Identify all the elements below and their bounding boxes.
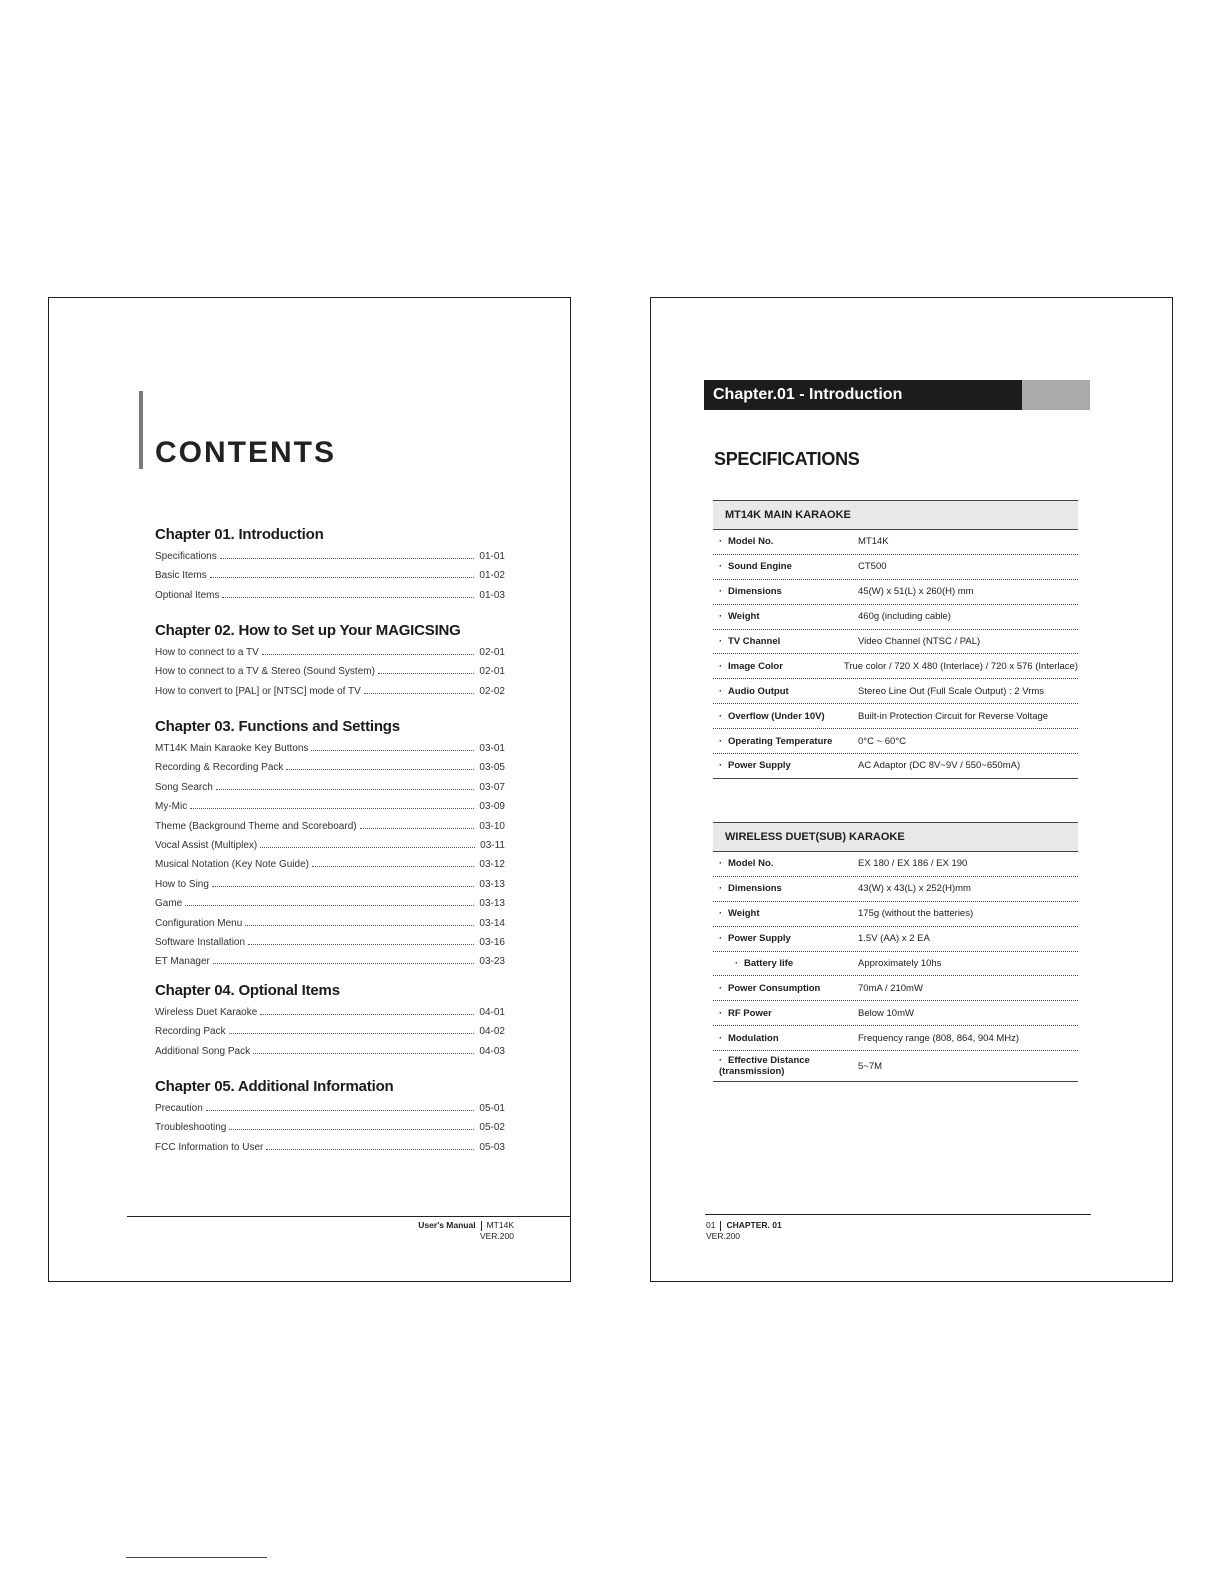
bullet-icon: · [719,982,723,994]
bullet-icon: · [719,933,723,945]
toc-chapter-heading: Chapter 04. Optional Items [155,982,340,999]
spec-key-cell [713,958,858,969]
toc-chapter-heading: Chapter 05. Additional Information [155,1078,394,1095]
spec-row [713,1026,1078,1051]
toc-entry[interactable] [155,682,505,701]
toc-entry[interactable] [155,1003,505,1022]
toc-page-number: 02-01 [479,666,505,678]
toc-leader-dots [210,577,475,578]
spec-key: Dimensions [728,883,782,895]
title-accent-bar [139,391,143,469]
bullet-icon: · [719,735,723,747]
toc-entry-label: Configuration Menu [155,917,243,929]
spec-row [713,877,1078,902]
contents-page [48,297,571,1282]
toc-page-number: 03-12 [479,859,505,871]
toc-leader-dots [360,828,475,829]
bullet-icon: · [719,536,723,548]
spec-key-cell [713,661,844,672]
spec-key: Model No. [728,858,774,870]
toc-entry-label: Recording & Recording Pack [155,762,284,774]
spec-key-cell [713,561,858,572]
bullet-icon: · [719,1055,723,1067]
spec-row [713,580,1078,605]
footer-version: VER.200 [479,1230,514,1241]
bullet-icon: · [719,586,723,598]
toc-leader-dots [312,866,474,867]
spec-value: AC Adaptor (DC 8V~9V / 550~650mA) [858,760,1021,772]
toc-page-number: 05-01 [479,1103,505,1114]
toc-section [155,716,505,972]
spec-value: Below 10mW [858,1007,914,1019]
spec-key-cell [713,1033,858,1044]
toc-entry[interactable] [155,739,505,758]
spec-key-cell [713,586,858,597]
bullet-icon: · [719,883,723,895]
toc-entry-label: Troubleshooting [155,1122,227,1134]
page-title: CONTENTS [155,436,336,469]
spec-row [713,1001,1078,1026]
spec-key: Modulation [728,1032,779,1044]
toc-leader-dots [229,1033,475,1034]
toc-page-number: 05-02 [479,1122,505,1134]
toc-entry[interactable] [155,1022,505,1041]
spec-table [713,822,1078,1082]
toc-section [155,1076,505,1157]
bullet-icon: · [719,1007,723,1019]
spec-key-cell [713,983,858,994]
toc-entry[interactable] [155,797,505,816]
toc-leader-dots [245,925,474,926]
spec-row [713,754,1078,779]
toc-entry[interactable] [155,547,505,566]
spec-key: Power Supply [728,760,791,772]
spec-value: 5~7M [858,1060,883,1072]
toc-entry-label: Basic Items [155,570,207,582]
toc-chapter-heading: Chapter 03. Functions and Settings [155,718,400,735]
spec-value: Built-in Protection Circuit for Reverse Voltage [858,710,1049,722]
spec-table-heading: WIRELESS DUET(SUB) KARAOKE [713,822,1078,852]
spec-row [713,852,1078,877]
spec-key-cell [713,933,858,944]
toc-entry-label: Wireless Duet Karaoke [155,1007,258,1018]
spec-key: Battery life [744,958,794,969]
spec-row [713,952,1078,977]
bullet-icon: · [719,685,723,697]
spec-value: Approximately 10hs [858,958,942,969]
toc-entry[interactable] [155,1118,505,1137]
spec-value: 460g (including cable) [858,611,951,623]
toc-page-number: 03-14 [479,917,505,929]
spec-key-cell [713,711,858,722]
toc-entry-label: Game [155,898,183,910]
toc-leader-dots [262,654,475,655]
toc-leader-dots [185,905,474,906]
footer-manual-label: User's Manual [418,1220,476,1230]
spec-value: EX 180 / EX 186 / EX 190 [858,858,968,870]
toc-page-number: 03-01 [479,743,505,754]
toc-entry[interactable] [155,1042,505,1061]
spec-key: RF Power [728,1007,772,1019]
spec-value: 1.5V (AA) x 2 EA [858,933,930,945]
spec-row [713,902,1078,927]
toc-page-number: 03-13 [479,878,505,890]
spec-key: Power Consumption [728,982,821,994]
toc-page-number: 01-02 [479,570,505,582]
toc-entry-label: Additional Song Pack [155,1045,251,1057]
spec-row [713,704,1078,729]
bullet-icon: · [719,660,723,672]
toc-leader-dots [364,693,475,694]
toc-page-number: 03-23 [479,956,505,968]
spec-row [713,1051,1078,1082]
toc-entry[interactable] [155,855,505,874]
bullet-icon: · [719,561,723,573]
spec-key: Weight [728,908,760,920]
spec-value: 45(W) x 51(L) x 260(H) mm [858,586,974,598]
section-title: SPECIFICATIONS [714,449,860,469]
spec-key: Power Supply [728,933,791,945]
toc-section [155,980,505,1061]
spec-table [713,500,1078,779]
toc-chapter-heading: Chapter 02. How to Set up Your MAGICSING [155,622,461,639]
toc-page-number: 02-02 [479,685,505,697]
toc-entry-label: Vocal Assist (Multiplex) [155,839,258,851]
toc-page-number: 03-11 [480,839,505,851]
spec-row [713,530,1078,555]
chapter-banner [704,380,1090,410]
toc-entry[interactable] [155,662,505,681]
spec-key-cell [713,736,858,747]
toc-entry[interactable] [155,778,505,797]
footer-page-number: 01 [706,1220,716,1230]
specifications-page [650,297,1173,1282]
toc-entry[interactable] [155,643,505,662]
toc-leader-dots [260,1014,474,1015]
spec-row [713,679,1078,704]
bullet-icon: · [719,908,723,920]
toc-entry-label: FCC Information to User [155,1141,264,1153]
spec-row [713,605,1078,630]
spec-value: Video Channel (NTSC / PAL) [858,636,981,647]
spec-key-cell [713,760,858,771]
toc-page-number: 01-01 [479,551,505,562]
bullet-icon: · [735,958,739,969]
footer-model: MT14K [486,1220,514,1230]
spec-key: Dimensions [728,586,782,598]
toc-entry[interactable] [155,1138,505,1157]
bullet-icon: · [719,710,723,722]
toc-leader-dots [216,789,475,790]
link-underline [126,1557,267,1558]
spec-value: 175g (without the batteries) [858,908,974,920]
spec-value: MT14K [858,536,889,548]
toc-page-number: 03-10 [479,820,505,832]
toc-page-number: 03-09 [479,801,505,813]
toc-entry[interactable] [155,1099,505,1118]
spec-key: Weight [728,611,760,623]
toc-entry[interactable] [155,817,505,836]
spec-key-cell [713,908,858,919]
toc-entry-label: Musical Notation (Key Note Guide) [155,859,309,871]
toc-leader-dots [286,769,474,770]
footer-separator [720,1221,721,1231]
toc-leader-dots [213,963,475,964]
toc-leader-dots [220,558,475,559]
page-footer [418,1220,514,1241]
toc-page-number: 03-16 [479,936,505,948]
toc-section [155,620,505,701]
spec-key: Model No. [728,536,774,548]
bullet-icon: · [719,1032,723,1044]
toc-entry-label: My-Mic [155,801,188,813]
spec-key-cell [713,1008,858,1019]
spec-key-cell [713,686,858,697]
spec-value: 70mA / 210mW [858,982,923,994]
footer-divider [705,1214,1091,1215]
toc-entry-label: Song Search [155,781,213,793]
spec-key: Operating Temperature [728,735,833,747]
spec-key: Effective Distance (transmission) [719,1055,810,1078]
spec-key-cell [713,636,858,647]
spec-key: Overflow (Under 10V) [728,710,825,722]
footer-chapter: CHAPTER. 01 [726,1220,782,1230]
toc-page-number: 04-02 [479,1026,505,1038]
footer-separator [481,1221,482,1231]
toc-entry-label: How to connect to a TV & Stereo (Sound System) [155,666,375,678]
toc-page-number: 03-05 [479,762,505,774]
toc-leader-dots [222,597,474,598]
bullet-icon: · [719,760,723,772]
toc-entry-label: Optional Items [155,589,220,601]
footer-version: VER.200 [706,1230,741,1241]
spec-key: Image Color [728,660,783,672]
spec-value: Frequency range (808, 864, 904 MHz) [858,1032,1020,1044]
toc-entry-label: Specifications [155,551,217,562]
toc-chapter-heading: Chapter 01. Introduction [155,526,324,543]
bullet-icon: · [719,858,723,870]
spec-row [713,976,1078,1001]
toc-page-number: 05-03 [479,1141,505,1153]
spec-row [713,927,1078,952]
spec-key-cell [713,1055,858,1077]
toc-entry-label: Precaution [155,1103,203,1114]
spec-row [713,729,1078,754]
banner-accent-slant [1022,380,1030,410]
toc-entry[interactable] [155,894,505,913]
toc-leader-dots [253,1053,474,1054]
toc-page-number: 03-07 [479,781,505,793]
footer-divider [127,1216,571,1217]
toc-entry-label: Recording Pack [155,1026,226,1038]
spec-key-cell [713,536,858,547]
spec-row [713,654,1078,679]
toc-entry[interactable] [155,914,505,933]
spec-value: CT500 [858,561,887,573]
toc-page-number: 01-03 [479,589,505,601]
toc-entry-label: MT14K Main Karaoke Key Buttons [155,743,309,754]
chapter-banner-title: Chapter.01 - Introduction [713,386,903,403]
toc-entry-label: ET Manager [155,956,210,968]
toc-leader-dots [266,1149,474,1150]
spec-table-heading: MT14K MAIN KARAOKE [713,500,1078,530]
toc-entry-label: Theme (Background Theme and Scoreboard) [155,820,357,832]
toc-leader-dots [311,750,474,751]
toc-entry[interactable] [155,586,505,605]
toc-page-number: 02-01 [479,647,505,658]
toc-section [155,524,505,605]
spec-key: TV Channel [728,636,781,647]
toc-entry[interactable] [155,836,505,855]
toc-entry[interactable] [155,875,505,894]
spec-key-cell [713,883,858,894]
toc-leader-dots [190,808,474,809]
spec-value: Stereo Line Out (Full Scale Output) : 2 Vrms [858,685,1045,697]
toc-leader-dots [378,673,475,674]
toc-entry-label: Software Installation [155,936,246,948]
toc-entry-label: How to connect to a TV [155,647,259,658]
spec-row [713,555,1078,580]
page-footer [706,1220,782,1241]
toc-leader-dots [206,1110,475,1111]
spec-value: 0°C ~ 60°C [858,735,906,747]
toc-leader-dots [229,1129,474,1130]
spec-row [713,630,1078,655]
spec-key-cell [713,858,858,869]
toc-entry-label: How to convert to [PAL] or [NTSC] mode of TV [155,685,361,697]
toc-page-number: 04-01 [479,1007,505,1018]
toc-leader-dots [260,847,475,848]
toc-entry[interactable] [155,758,505,777]
toc-entry[interactable] [155,952,505,971]
toc-leader-dots [248,944,474,945]
spec-key: Sound Engine [728,561,792,573]
bullet-icon: · [719,636,723,647]
spec-key-cell [713,611,858,622]
toc-entry[interactable] [155,566,505,585]
toc-entry[interactable] [155,933,505,952]
spec-key: Audio Output [728,685,789,697]
banner-accent [1022,380,1090,410]
toc-page-number: 04-03 [479,1045,505,1057]
spec-value: 43(W) x 43(L) x 252(H)mm [858,883,971,895]
toc-entry-label: How to Sing [155,878,209,890]
toc-page-number: 03-13 [479,898,505,910]
spec-value: True color / 720 X 480 (Interlace) / 720 x 576 (Interlace) [843,660,1078,672]
bullet-icon: · [719,611,723,623]
toc-leader-dots [212,886,475,887]
